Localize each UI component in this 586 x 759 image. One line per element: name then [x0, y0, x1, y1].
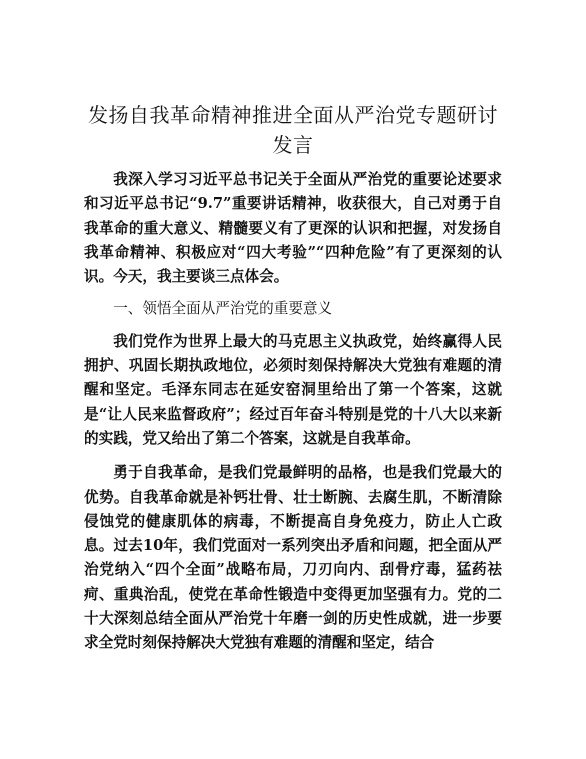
section-heading: 一、领悟全面从严治党的重要意义	[113, 300, 333, 318]
document-title: 发扬自我革命精神推进全面从严治党专题研讨发言	[88, 103, 498, 157]
body-paragraph: 我们党作为世界上最大的马克思主义执政党，始终赢得人民拥护、巩固长期执政地位，必须时刻保持解决大党独有难题的清醒和坚定。毛泽东同志在延安窑洞里给出了第一个答案，这就是“让人民来监督政府”；经过百年奋斗特别是党的十八大以来新的实践，党又给出了第二个答案，这就是自我革命。	[84, 332, 502, 447]
document-body	[84, 168, 502, 656]
intro-paragraph: 我深入学习习近平总书记关于全面从严治党的重要论述要求和习近平总书记“9.7”重要讲话精神，收获很大，自己对勇于自我革命的重大意义、精髓要义有了更深的认识和把握，对发扬自我革命精神、积极应对“四大考验”“四种危险”有了更深刻的认识。今天，我主要谈三点体会。	[84, 171, 502, 286]
body-paragraph: 勇于自我革命，是我们党最鲜明的品格，也是我们党最大的优势。自我革命就是补钙壮骨、壮士断腕、去腐生肌，不断清除侵蚀党的健康肌体的病毒，不断提高自身免疫力，防止人亡政息。过去10年，我们党面对一系列突出矛盾和问题，把全面从严治党纳入“四个全面”战略布局，刀刃向内、刮骨疗毒，猛药祛疴、重典治乱，使党在革命性锻造中变得更加坚强有力。党的二十大深刻总结全面从严治党十年磨一剑的历史性成就，进一步要求全党时刻保持解决大党独有难题的清醒和坚定，结合	[84, 464, 502, 652]
